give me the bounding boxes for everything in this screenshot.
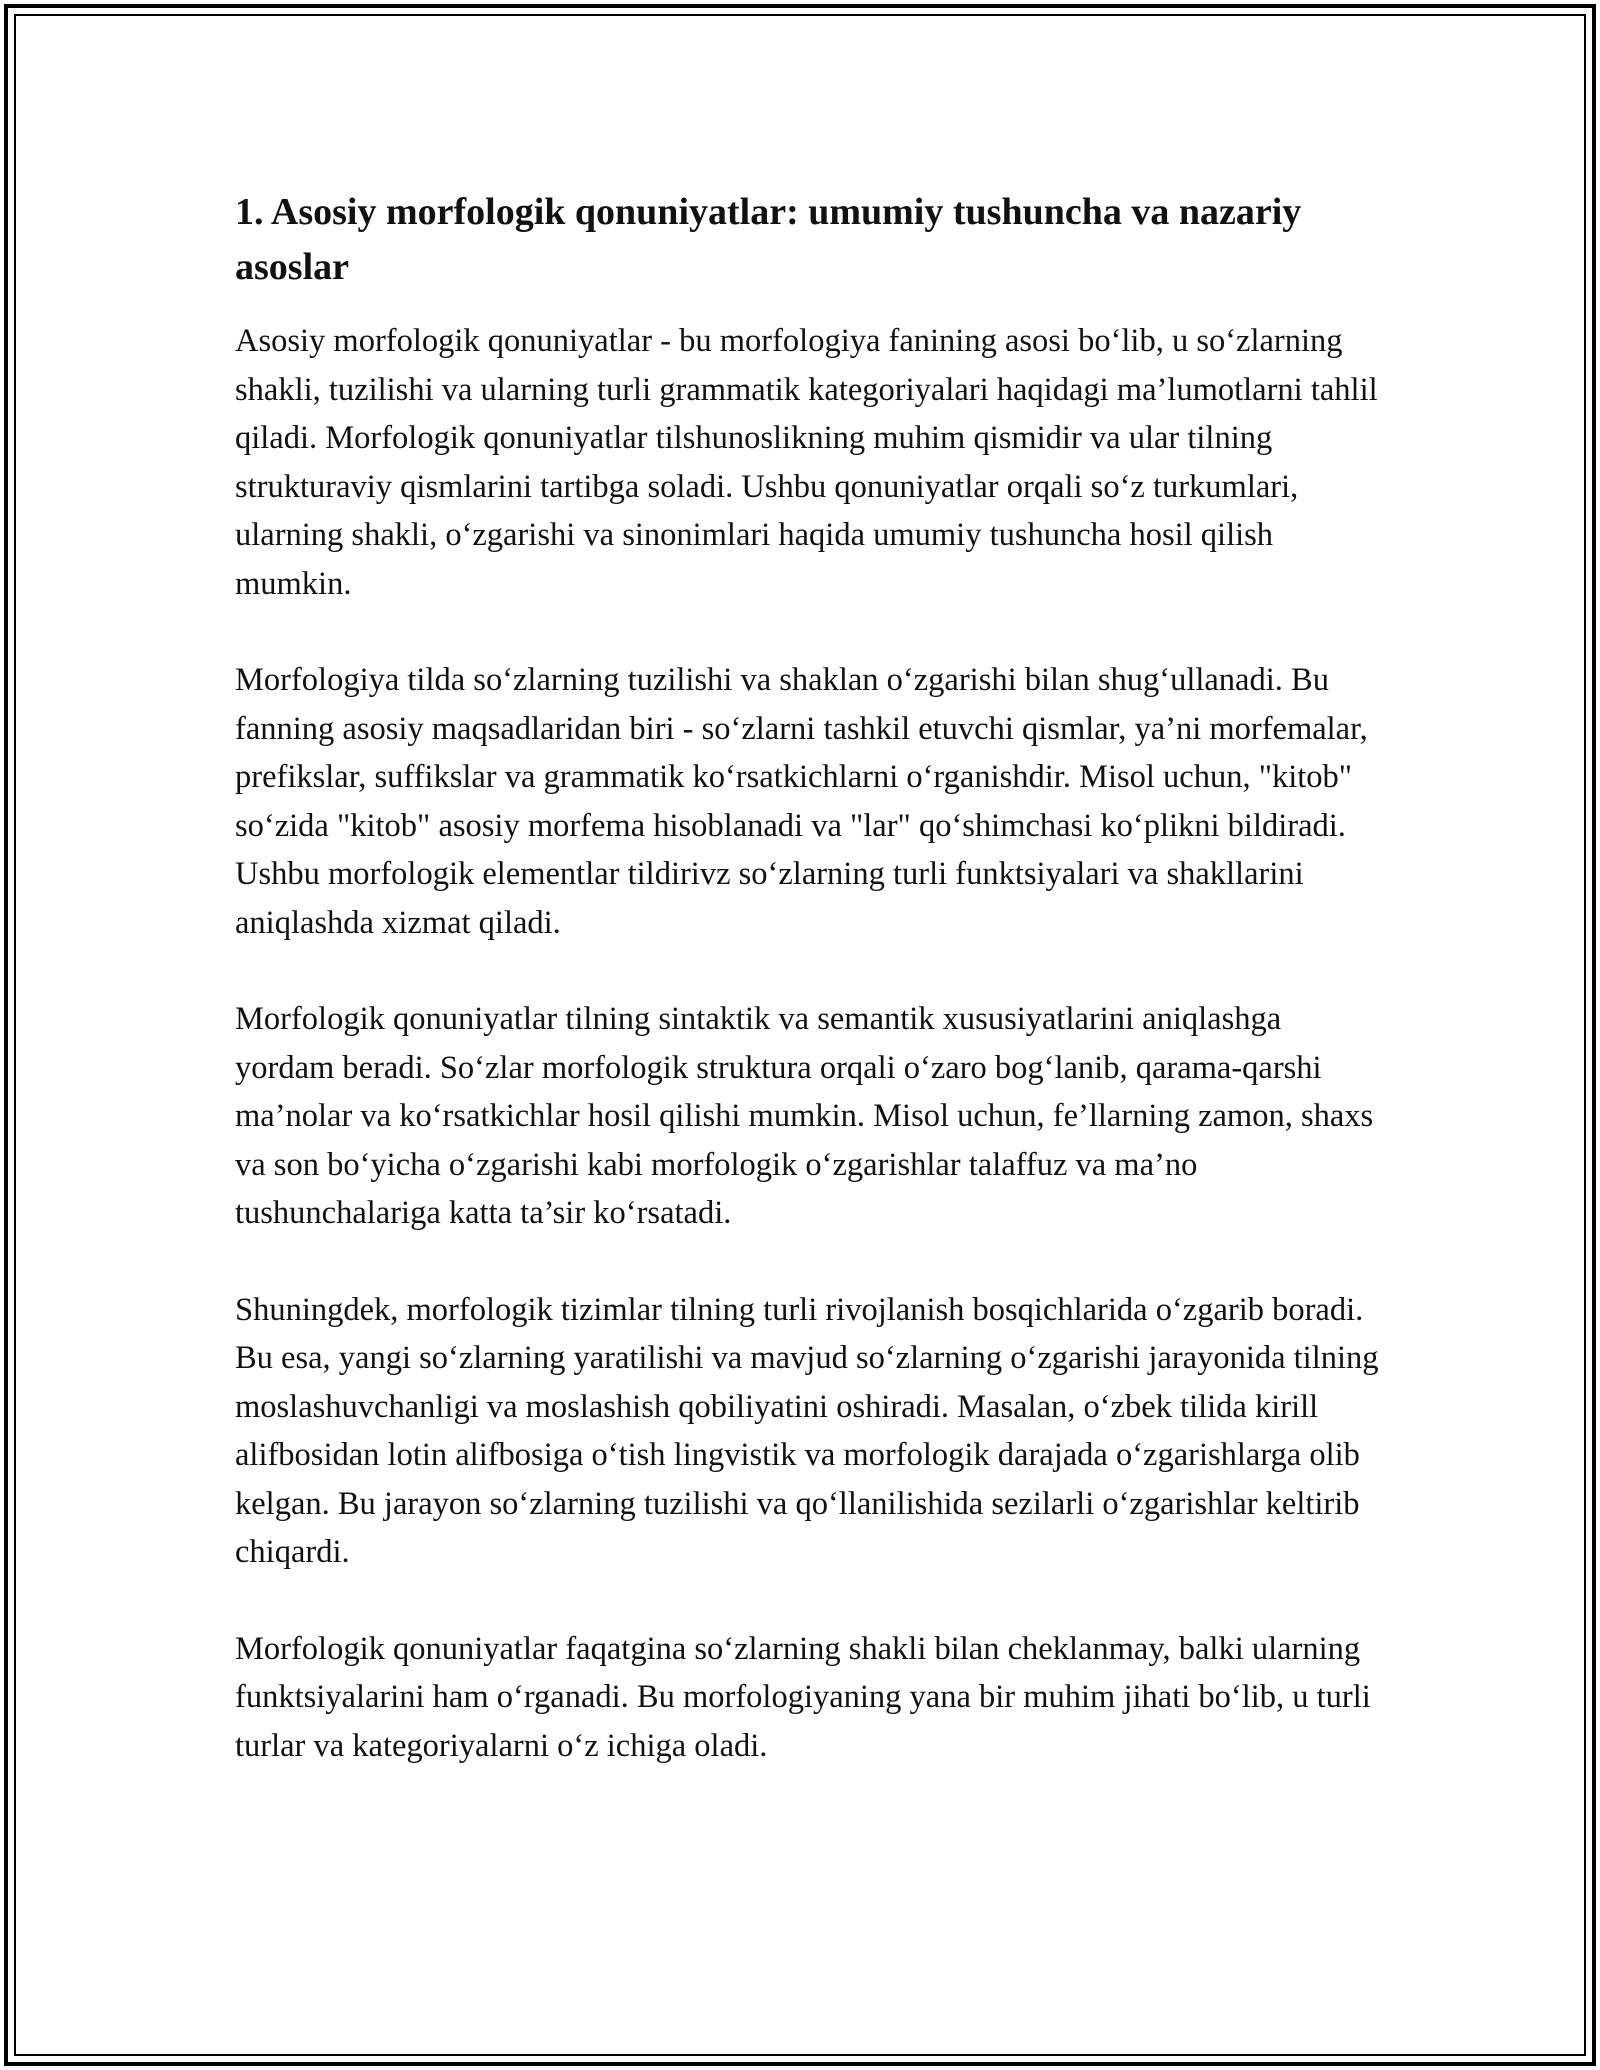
paragraph-1: Asosiy morfologik qonuniyatlar - bu morfologiya fanining asosi bo‘lib, u so‘zlarning shakli, tuzilishi va ularning turli grammatik kategoriyalari haqidagi ma’lumotlarni tahlil qiladi. Morfologik qonuniyatlar tilshunoslikning muhim qismidir va ular tilning strukturaviy qismlarini tartibga soladi. Ushbu qonuniyatlar orqali so‘z turkumlari, ularning shakli, o‘zgarishi va sinonimlari haqida umumiy tushuncha hosil qilish mumkin. — [235, 323, 1378, 602]
paragraph-5: Morfologik qonuniyatlar faqatgina so‘zlarning shakli bilan cheklanmay, balki ularning funktsiyalarini ham o‘rganadi. Bu morfologiyaning yana bir muhim jihati bo‘lib, u turli turlar va kategoriyalarni o‘z ichiga oladi. — [235, 1630, 1371, 1764]
section-heading: 1. Asosiy morfologik qonuniyatlar: umumiy tushuncha va nazariy asoslar — [235, 191, 1302, 288]
paragraph-4: Shuningdek, morfologik tizimlar tilning turli rivojlanish bosqichlarida o‘zgarib boradi. Bu esa, yangi so‘zlarning yaratilishi va mavjud so‘zlarning o‘zgarishi jarayonida tilning moslashuvchanligi va moslashish qobiliyatini oshiradi. Masalan, o‘zbek tilida kirill alifbosidan lotin alifbosiga o‘tish lingvistik va morfologik darajada o‘zgarishlarga olib kelgan. Bu jarayon so‘zlarning tuzilishi va qo‘llanilishida sezilarli o‘zgarishlar keltirib chiqardi. — [235, 1291, 1379, 1570]
document-body — [235, 185, 1385, 1818]
paragraph-3: Morfologik qonuniyatlar tilning sintaktik va semantik xususiyatlarini aniqlashga yordam beradi. So‘zlar morfologik struktura orqali o‘zaro bog‘lanib, qarama-qarshi ma’nolar va ko‘rsatkichlar hosil qilishi mumkin. Misol uchun, fe’llarning zamon, shaxs va son bo‘yicha o‘zgarishi kabi morfologik o‘zgarishlar talaffuz va ma’no tushunchalariga katta ta’sir ko‘rsatadi. — [235, 1001, 1374, 1231]
paragraph-2: Morfologiya tilda so‘zlarning tuzilishi va shaklan o‘zgarishi bilan shug‘ullanadi. Bu fanning asosiy maqsadlaridan biri - so‘zlarni tashkil etuvchi qismlar, ya’ni morfemalar, prefikslar, suffikslar va grammatik ko‘rsatkichlarni o‘rganishdir. Misol uchun, "kitob" so‘zida "kitob" asosiy morfema hisoblanadi va "lar" qo‘shimchasi ko‘plikni bildiradi. Ushbu morfologik elementlar tildirivz so‘zlarning turli funktsiyalari va shakllarini aniqlashda xizmat qiladi. — [235, 662, 1368, 941]
